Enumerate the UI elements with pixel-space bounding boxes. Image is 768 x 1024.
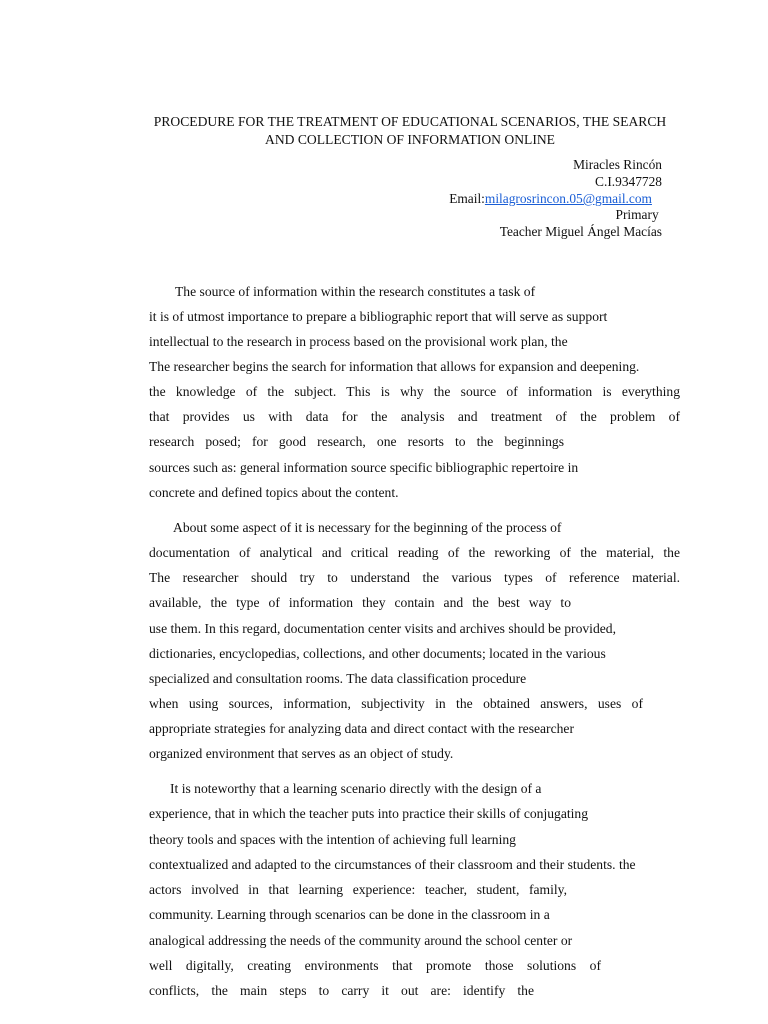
author-id: C.I.9347728 [595, 174, 662, 189]
text-line: organized environment that serves as an object of study. [149, 746, 454, 761]
text-line: analogical addressing the needs of the community around the school center or [149, 933, 573, 948]
text-line: The researcher begins the search for information that allows for expansion and deepening. [149, 359, 640, 374]
text-line: The source of information within the research constitutes a task of [175, 284, 536, 299]
text-line: sources such as: general information source specific bibliographic repertoire in [149, 460, 579, 475]
author-email [242, 191, 662, 208]
text-line: available, the type of information they contain and the best way to [149, 595, 571, 610]
text-line: documentation of analytical and critical reading of the reworking of the material, the [149, 545, 680, 560]
text-line: About some aspect of it is necessary for the beginning of the process of [173, 520, 562, 535]
text-line: the knowledge of the subject. This is why the source of information is everything [149, 384, 680, 399]
text-line: concrete and defined topics about the content. [149, 485, 399, 500]
author-teacher: Teacher Miguel Ángel Macías [499, 224, 662, 239]
document-title [140, 113, 680, 149]
text-line: conflicts, the main steps to carry it out are: identify the [149, 983, 534, 998]
text-line: that provides us with data for the analysis and treatment of the problem of [149, 409, 680, 424]
text-line: intellectual to the research in process based on the provisional work plan, the [149, 334, 568, 349]
text-line: community. Learning through scenarios can be done in the classroom in a [149, 907, 550, 922]
text-line: specialized and consultation rooms. The data classification procedure [149, 671, 527, 686]
author-level-text: Primary [615, 207, 659, 222]
text-line: actors involved in that learning experience: teacher, student, family, [149, 882, 567, 897]
text-line: experience, that in which the teacher puts into practice their skills of conjugating [149, 806, 589, 821]
title-line: PROCEDURE FOR THE TREATMENT OF EDUCATIONAL SCENARIOS, THE SEARCH [153, 114, 667, 129]
title-line: AND COLLECTION OF INFORMATION ONLINE [265, 132, 555, 147]
text-line: well digitally, creating environments that promote those solutions of [149, 958, 601, 973]
email-link[interactable]: milagrosrincon.05@gmail.com [484, 191, 652, 206]
text-line: when using sources, information, subjectivity in the obtained answers, uses of [149, 696, 643, 711]
author-name: Miracles Rincón [573, 157, 662, 172]
text-line: The researcher should try to understand the various types of reference material. [149, 570, 680, 585]
text-line: appropriate strategies for analyzing data and direct contact with the researcher [149, 721, 574, 736]
text-line: it is of utmost importance to prepare a bibliographic report that will serve as support [149, 309, 608, 324]
text-line: dictionaries, encyclopedias, collections, and other documents; located in the various [149, 646, 606, 661]
text-line: It is noteworthy that a learning scenario directly with the design of a [170, 781, 542, 796]
text-line: use them. In this regard, documentation center visits and archives should be provided, [149, 621, 616, 636]
author-level [242, 207, 662, 224]
text-line: research posed; for good research, one resorts to the beginnings [149, 434, 564, 449]
text-line: contextualized and adapted to the circumstances of their classroom and their students. the [149, 857, 636, 872]
text-line: theory tools and spaces with the intention of achieving full learning [149, 832, 516, 847]
email-label: Email: [449, 191, 485, 206]
